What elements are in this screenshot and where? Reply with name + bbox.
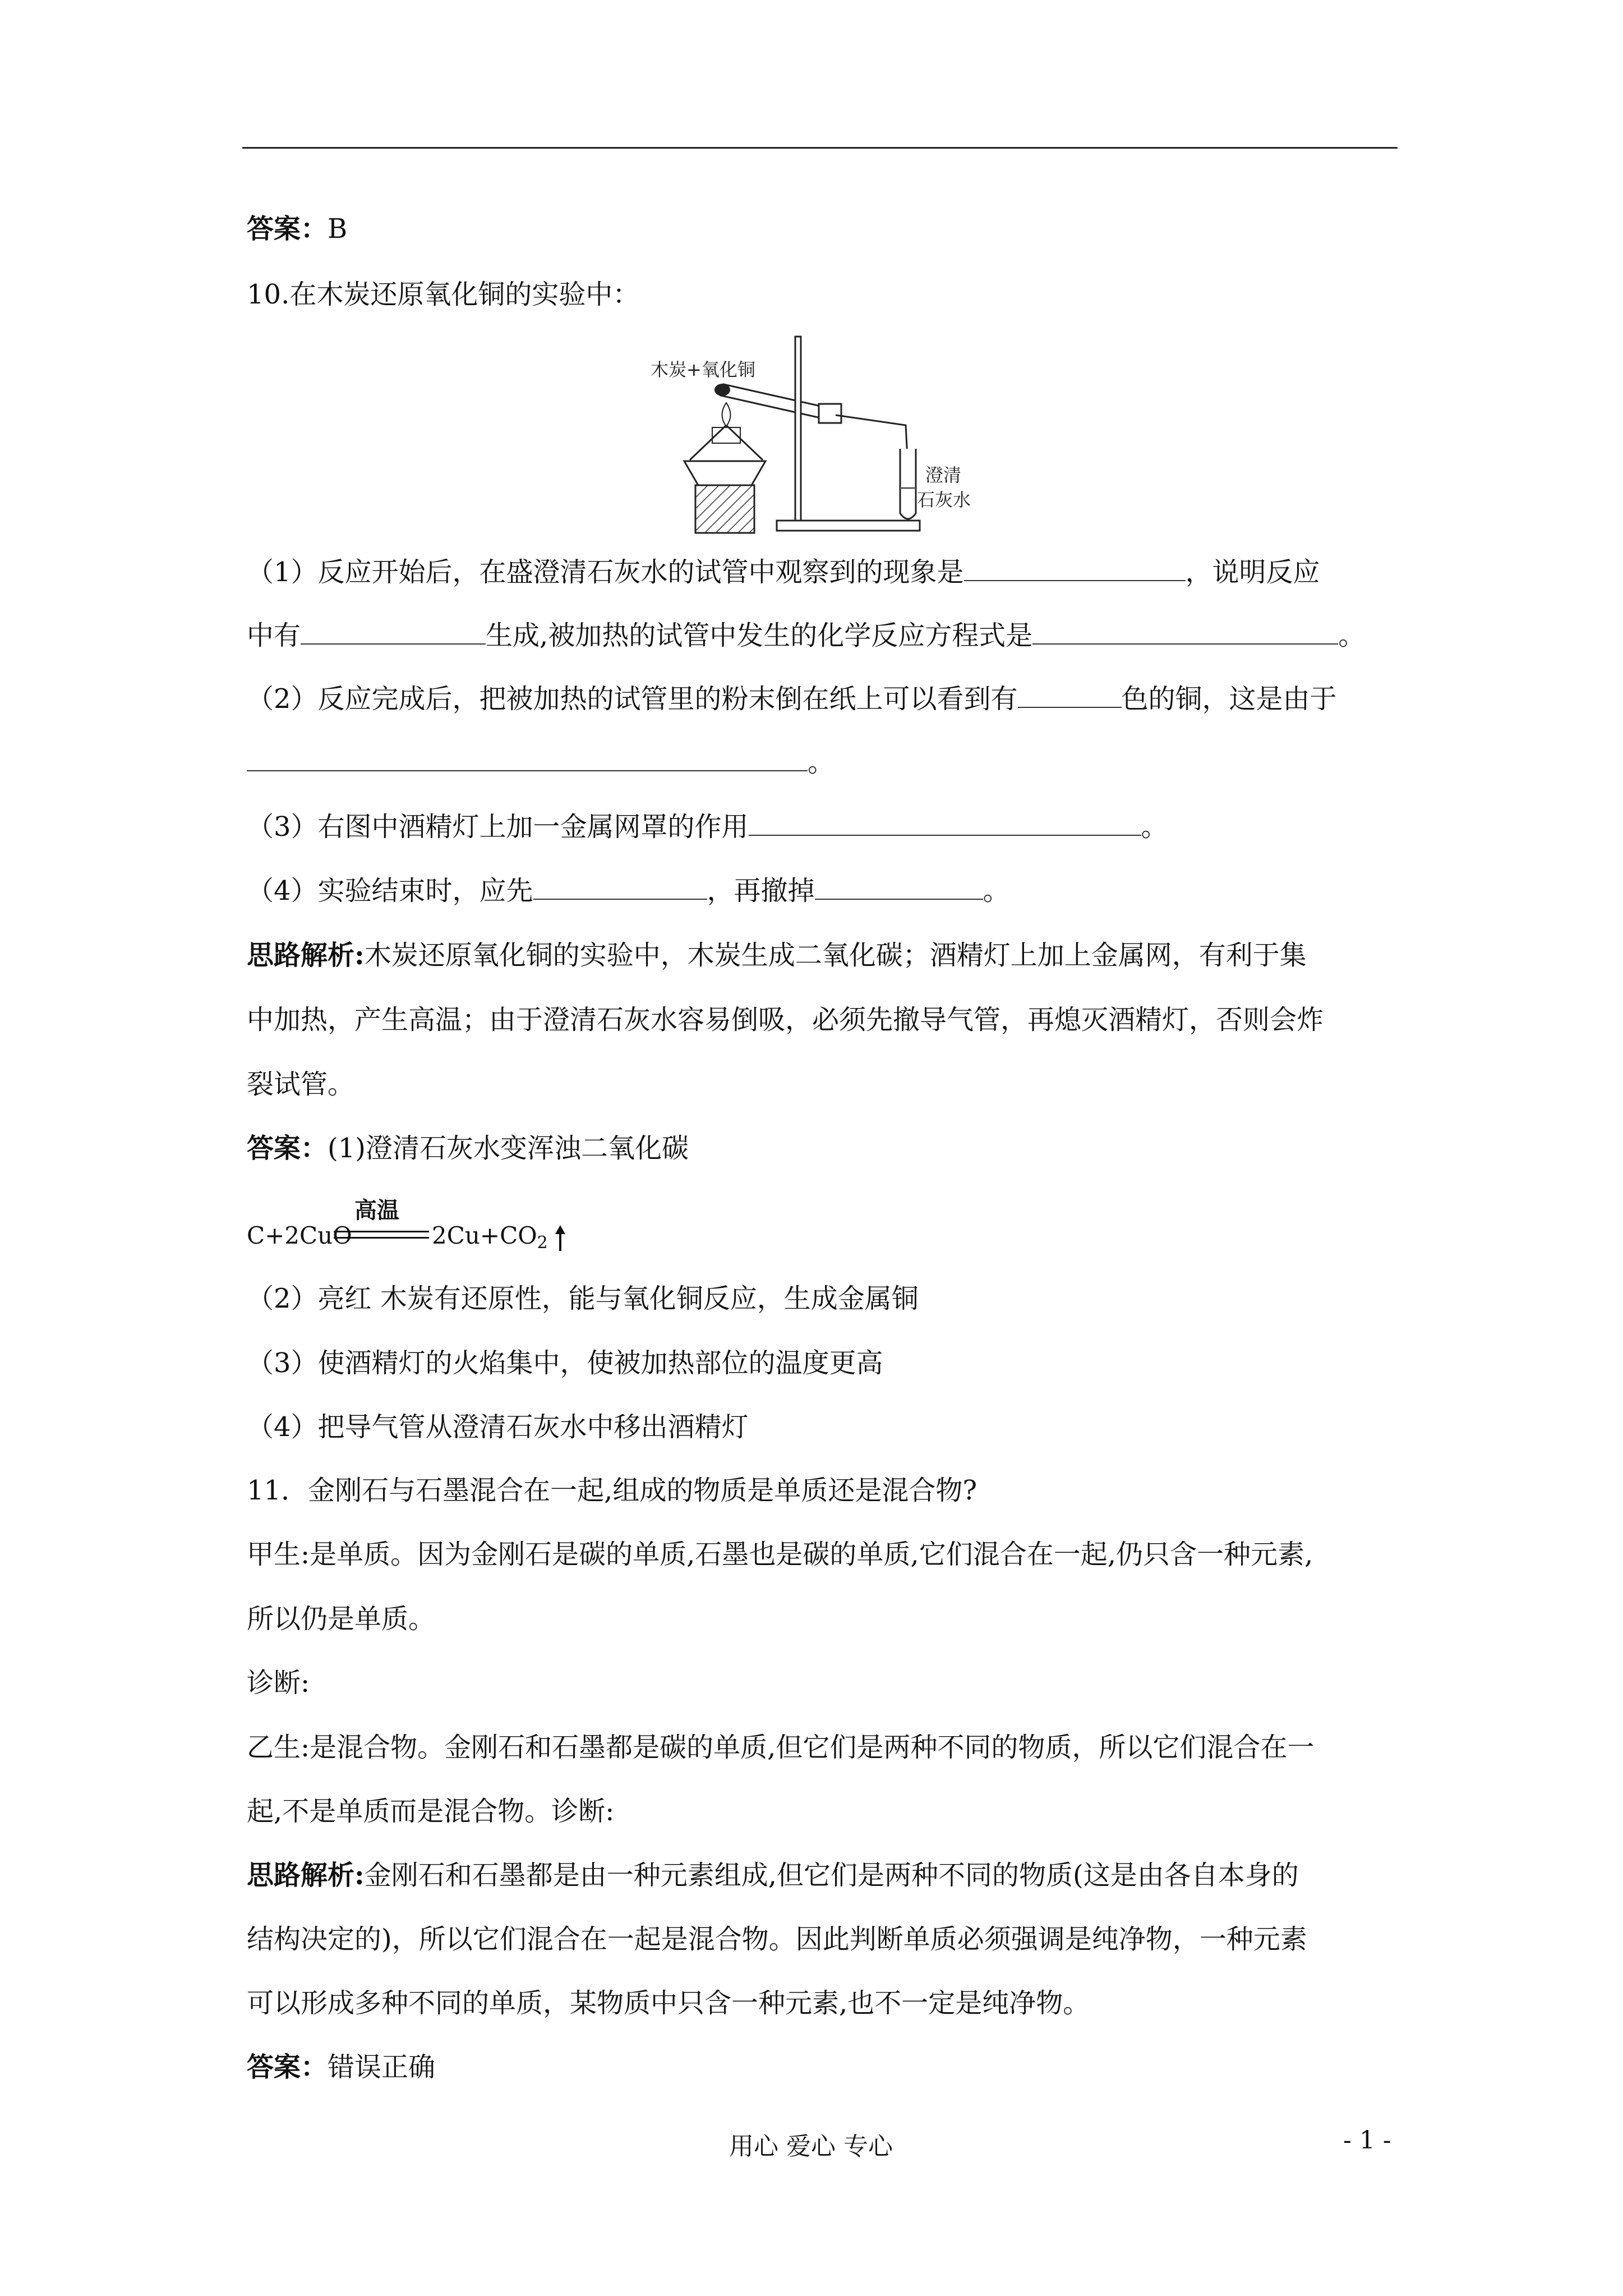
analysis-10-line3: 裂试管。 [247,1069,355,1100]
question-11-title: 11．金刚石与石墨混合在一起,组成的物质是单质还是混合物? [247,1475,978,1506]
answer-blank[interactable] [749,810,1141,836]
answer-blank[interactable] [301,619,486,645]
student-yi-line1: 乙生:是混合物。金刚石和石墨都是碳的单质,但它们是两种不同的物质，所以它们混合在一 [247,1732,1315,1763]
equation-condition: 高温 [354,1197,399,1223]
gas-arrow-icon [554,1224,566,1252]
answer-value: 错误正确 [328,2051,436,2083]
answer-value: B [328,213,348,245]
subscript: 2 [537,1233,548,1253]
text: 中有 [247,620,301,651]
student-jia-line2: 所以仍是单质。 [247,1603,436,1635]
answer-label: 答案： [247,213,328,245]
question-10-part3 [247,810,1168,844]
analysis-11-line3: 可以形成多种不同的单质，某物质中只含一种元素,也不一定是纯净物。 [247,1987,1090,2019]
answer-10-part4: （4）把导气管从澄清石灰水中移出酒精灯 [247,1411,749,1443]
answer-11 [247,2050,435,2084]
text: (1)澄清石灰水变浑浊二氧化碳 [328,1133,689,1164]
apparatus-figure [651,331,1032,539]
answer-blank[interactable] [1032,619,1338,645]
text: （2）反应完成后，把被加热的试管里的粉末倒在纸上可以看到有 [247,683,1018,715]
iron-stand-base [777,521,920,531]
question-10-part2-line1 [247,682,1337,716]
analysis-11-line2: 结构决定的)，所以它们混合在一起是混合物。因此判断单质必须强调是纯净物，一种元素 [247,1924,1307,1955]
text: 金刚石和石墨都是由一种元素组成,但它们是两种不同的物质(这是由各自本身的 [364,1860,1299,1891]
answer-blank[interactable] [247,746,808,771]
answer-label: 答案： [247,1133,328,1164]
question-10-part1-line1 [247,555,1320,589]
iron-stand-rod [795,337,801,522]
question-10-title: 10.在木炭还原氧化铜的实验中： [247,279,640,310]
answer-10-part2: （2）亮红 木炭有还原性，能与氧化铜反应，生成金属铜 [247,1283,919,1314]
text: （3）右图中酒精灯上加一金属网罩的作用 [247,811,749,843]
text: 。 [1338,620,1366,651]
analysis-label: 思路解析: [247,940,365,971]
answer-10-part3: （3）使酒精灯的火焰集中，使被加热部位的温度更高 [247,1347,883,1379]
text: ，再撤掉 [707,875,815,907]
equation-left: C+2CuO [247,1222,352,1249]
answer-blank[interactable] [815,874,983,900]
flame-icon [722,403,731,426]
label-limewater-2: 石灰水 [917,489,971,510]
text: 。 [983,875,1010,907]
question-10-part4 [247,874,1010,908]
diagnosis-label: 诊断: [247,1667,310,1699]
question-10-part2-line2 [247,746,834,779]
limewater-test-tube [900,449,916,519]
question-10-part1-line2 [247,619,1365,652]
text: （4）实验结束时，应先 [247,875,533,907]
answer-blank[interactable] [533,874,707,900]
text: 木炭还原氧化铜的实验中，木炭生成二氧化碳；酒精灯上加上金属网，有利于集 [364,940,1307,971]
analysis-11-line1 [247,1858,1299,1892]
analysis-10-line1 [247,938,1307,972]
analysis-label: 思路解析: [247,1860,365,1891]
text: 生成,被加热的试管中发生的化学反应方程式是 [486,620,1033,651]
alcohol-lamp [684,461,766,485]
student-yi-line2: 起,不是单质而是混合物。诊断: [247,1796,615,1827]
answer-blank[interactable] [964,555,1186,581]
equation-double-bar [334,1231,429,1239]
page-number: - 1 - [1343,2126,1391,2155]
answer-label: 答案： [247,2051,328,2083]
student-jia-line1: 甲生:是单质。因为金刚石是碳的单质,石墨也是碳的单质,它们混合在一起,仍只含一种元素, [247,1539,1313,1570]
text: 色的铜，这是由于 [1121,683,1337,715]
footer-motto: 用心 爱心 专心 [729,2132,893,2161]
chemical-equation [247,1193,639,1260]
label-reactants: 木炭+氧化铜 [651,359,755,380]
lamp-stand-block [695,485,754,533]
answer-10-part1 [247,1131,689,1165]
label-limewater-1: 澄清 [925,464,962,486]
text: ，说明反应 [1185,556,1320,588]
text: 。 [1141,811,1168,843]
header-rule [242,147,1398,149]
answer-9 [247,212,347,246]
delivery-tube [836,415,910,499]
equation-right [432,1222,548,1253]
analysis-10-line2: 中加热，产生高温；由于澄清石灰水容易倒吸，必须先撤导气管，再熄灭酒精灯，否则会炸 [247,1004,1324,1036]
text: 2Cu+CO [432,1222,537,1249]
answer-blank[interactable] [1018,682,1122,708]
text: 。 [808,747,835,778]
text: （1）反应开始后，在盛澄清石灰水的试管中观察到的现象是 [247,556,964,588]
